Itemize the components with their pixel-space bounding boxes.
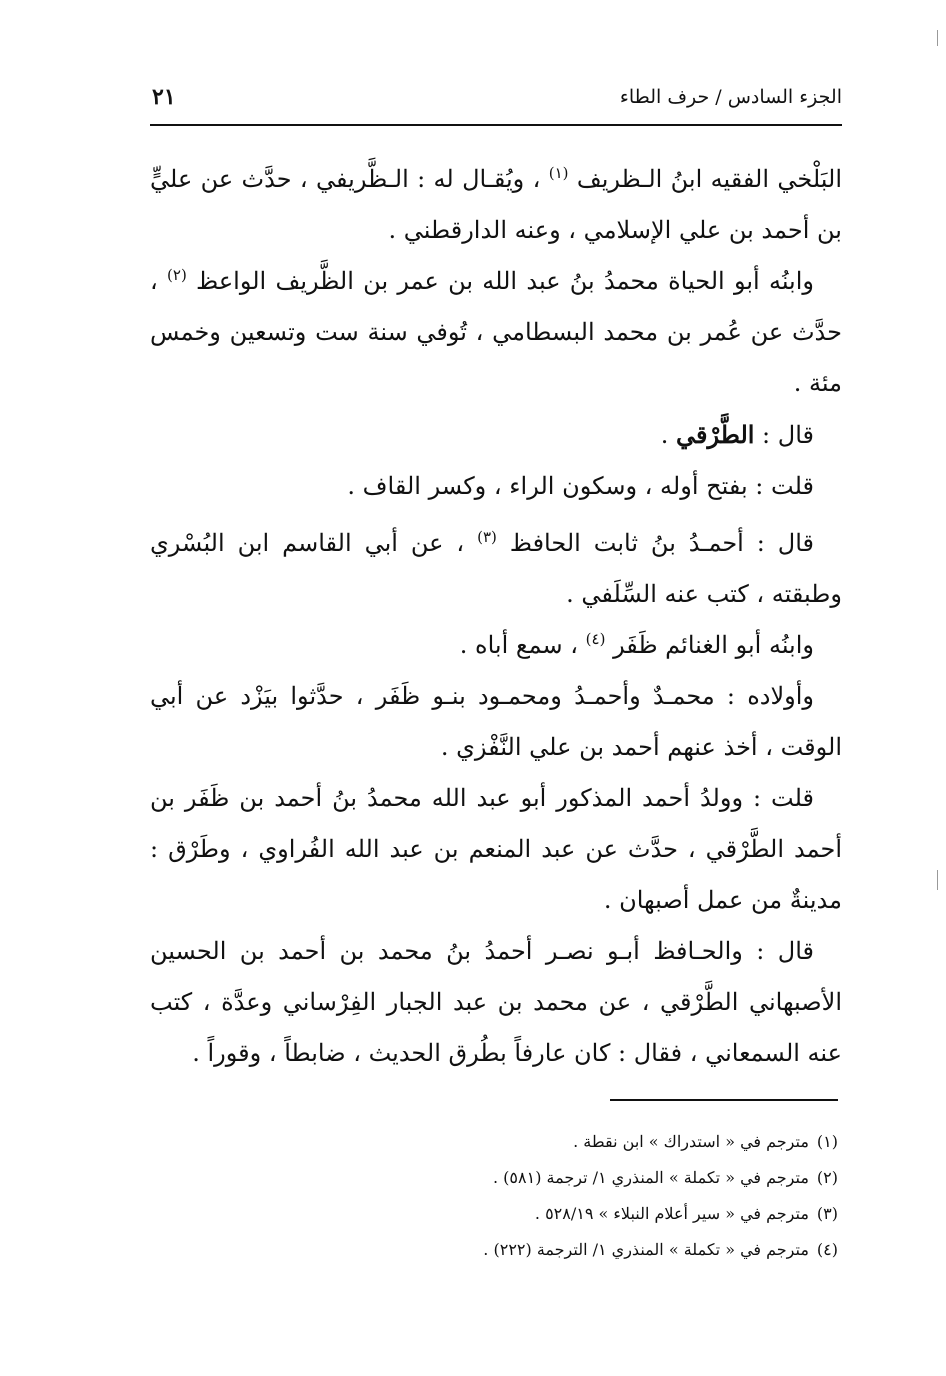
footnote-rule xyxy=(610,1099,838,1101)
paragraph-vocalization: قلت : بفتح أوله ، وسكون الراء ، وكسر القاف . xyxy=(347,472,814,500)
footnote-ref-4: (٤) xyxy=(585,630,606,648)
paragraph-abu-al-hayat: وابنُه أبو الحياة محمدُ بنُ عبد الله بن عمر بن الظَّريف الواعظ $^{(٢)}$ ، حدَّث عن عُمر بن محمد البسطامي ، تُوفي سنة ست وتسعين وخمس مئة . xyxy=(150,266,842,397)
paragraph-zarifi: البَلْخي الفقيه ابنُ الـظريف $^{(١)}$ ، ويُقـال له : الـظَّريفي ، حدَّث عن عليٍّ بن أحمد بن علي الإسلامي ، وعنه الدارقطني . xyxy=(150,164,842,244)
footnote-ref-1: (١) xyxy=(548,164,569,182)
paragraph-abu-al-ghanaim: وابنُه أبو الغنائم ظَفَر $^{(٤)}$ ، سمع أباه . xyxy=(459,630,814,659)
entry-heading: الطَّرْقي xyxy=(676,420,755,449)
paragraph-heading-tarqi: قال : الطَّرْقي . xyxy=(660,420,814,449)
footnote-4: (٤)مترجم في « تكملة » المنذري ١/ الترجمة (٢٢٢) . xyxy=(483,1240,838,1259)
footnote-1: (١)مترجم في « استدراك » ابن نقطة . xyxy=(573,1132,838,1151)
page-header xyxy=(150,82,842,118)
paragraph-abu-nasr: قال : والحـافظ أبـو نصـر أحمدُ بنُ محمد بن أحمد بن الحسين الأصبهاني الطَّرْقي ، عن محمد بن عبد الجبار الفِرْساني وعدَّة ، كتب عنه السمعاني ، فقال : كان عارفاً بطُرق الحديث ، ضابطاً ، وقوراً . xyxy=(150,937,842,1067)
footnote-2: (٢)مترجم في « تكملة » المنذري ١/ ترجمة (٥٨١) . xyxy=(492,1168,838,1187)
footnotes xyxy=(278,1124,838,1268)
page-number: ٢١ xyxy=(152,84,176,110)
main-text xyxy=(150,154,842,1079)
scan-edge-mark-top xyxy=(937,30,938,46)
running-title: الجزء السادس / حرف الطاء xyxy=(619,86,842,108)
paragraph-son-of-ahmad: قلت : وولدُ أحمد المذكور أبو عبد الله محمدُ بنُ أحمد بن ظَفَر بن أحمد الطَّرْقي ، حدَّث عن عبد المنعم بن عبد الله الفُراوي ، وطَرْق : مدينةٌ من عمل أصبهان . xyxy=(150,784,842,914)
paragraph-children: وأولاده : محمـدٌ وأحمـدُ ومحمـود بنـو ظَفَر ، حدَّثوا بيَزْد عن أبي الوقت ، أخذ عنهم أحمد بن علي النَّفْزي . xyxy=(150,682,842,761)
paragraph-ahmad-thabit: قال : أحمـدُ بنُ ثابت الحافظ $^{(٣)}$ ، عن أبي القاسم ابن البُسْري وطبقته ، كتب عنه السِّلَفي . xyxy=(150,528,842,608)
footnote-3: (٣)مترجم في « سير أعلام النبلاء » ٥٢٨/١٩ . xyxy=(534,1204,838,1223)
header-rule xyxy=(150,124,842,126)
scan-edge-mark-middle xyxy=(937,870,938,890)
footnote-ref-3: (٣) xyxy=(477,528,497,546)
footnote-ref-2: (٢) xyxy=(167,266,187,284)
